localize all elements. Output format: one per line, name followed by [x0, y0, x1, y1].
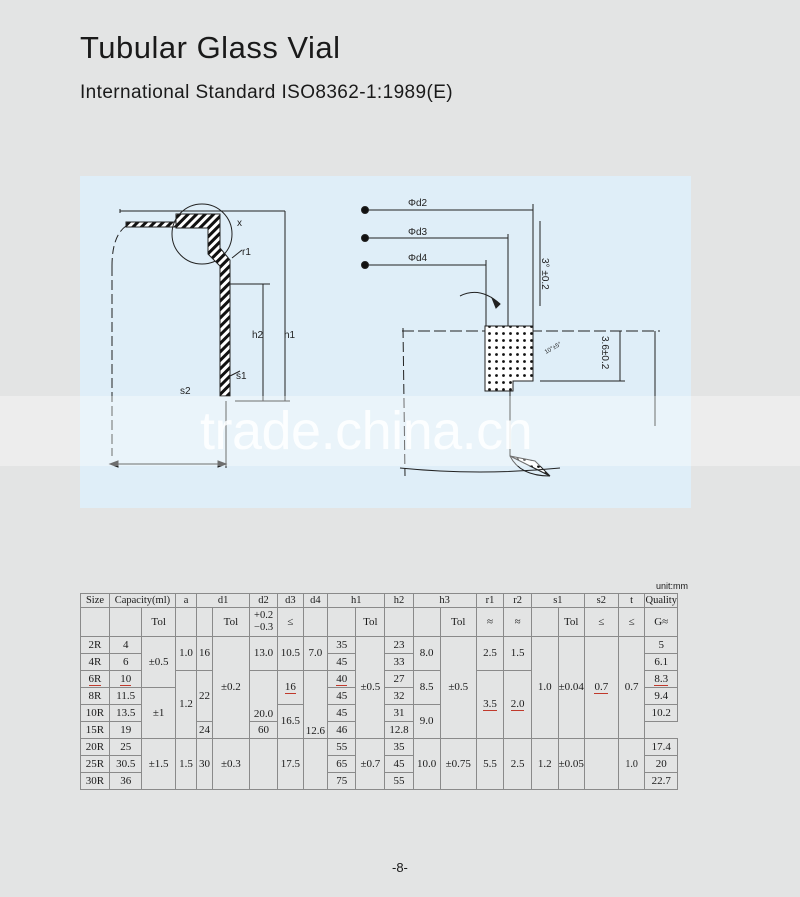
- t-cell: 1.0: [618, 739, 645, 790]
- header-cell: d2: [249, 594, 277, 608]
- unit-label: unit:mm: [656, 581, 689, 591]
- quality-cell: 12.8: [385, 722, 413, 739]
- h2-cell: 46: [328, 722, 356, 739]
- capacity-cell: 6: [109, 654, 141, 671]
- h3-cell: 8.0: [413, 637, 440, 671]
- h3-tol-cell: ±0.5: [440, 637, 476, 739]
- header-cell: t: [618, 594, 645, 608]
- quality-cell: 17.4: [645, 739, 678, 756]
- header-cell: s2: [584, 594, 618, 608]
- h2-cell: 27: [385, 671, 413, 688]
- capacity-cell: 36: [109, 773, 141, 790]
- label-r1: r1: [242, 247, 251, 258]
- r2-cell: 1.5: [504, 637, 532, 671]
- d4-cell: 7.0: [303, 637, 328, 671]
- header-cell: s1: [531, 594, 584, 608]
- label-s2: s2: [180, 386, 191, 397]
- label-chamfer: 10°±5°: [544, 341, 563, 356]
- size-cell: 20R: [81, 739, 110, 756]
- d1-tol-cell: ±0.2: [212, 637, 249, 739]
- capacity-cell: 19: [109, 722, 141, 739]
- s2-cell: 0.7: [584, 637, 618, 739]
- h1-cell: 45: [328, 654, 356, 671]
- d4-cell: 12.6: [303, 671, 328, 739]
- h2-cell: 55: [385, 773, 413, 790]
- header-cell: h1: [328, 594, 385, 608]
- watermark: trade.china.cn: [200, 401, 533, 461]
- d2-cell: 13.0: [249, 637, 277, 671]
- h1-cell: 45: [328, 688, 356, 705]
- h1-cell: 45: [328, 705, 356, 722]
- d1-cell: 30: [197, 739, 213, 790]
- subheader-cell: Tol: [440, 608, 476, 637]
- h1-cell: 65: [328, 756, 356, 773]
- quality-cell: 6.1: [645, 654, 678, 671]
- table-header-row: [81, 594, 707, 608]
- h2-cell: 31: [385, 705, 413, 722]
- header-cell: a: [175, 594, 196, 608]
- label-x: x: [237, 218, 242, 229]
- h3-cell: 10.0: [413, 739, 440, 790]
- subheader-cell: Tol: [142, 608, 175, 637]
- header-cell: Capacity(ml): [109, 594, 175, 608]
- subheader-cell: Tol: [212, 608, 249, 637]
- cap-tol-cell: ±1.5: [142, 739, 175, 790]
- d1-cell: 16: [197, 637, 213, 671]
- capacity-cell: 10: [109, 671, 141, 688]
- a-cell: 1.2: [175, 671, 196, 739]
- a-cell: 1.0: [175, 637, 196, 671]
- header-cell: Size: [81, 594, 110, 608]
- cap-tol-cell: ±0.5: [142, 637, 175, 688]
- r2-cell: 2.0: [504, 671, 532, 739]
- subheader-cell: ≤: [584, 608, 618, 637]
- subheader-cell: +0.2 −0.3: [249, 608, 277, 637]
- subheader-cell: Tol: [356, 608, 385, 637]
- spec-table: [80, 593, 707, 790]
- page-number: -8-: [392, 860, 408, 875]
- d1-tol-cell: ±0.3: [212, 739, 249, 790]
- capacity-cell: 4: [109, 637, 141, 654]
- h3-cell: 9.0: [413, 705, 440, 739]
- capacity-cell: 30.5: [109, 756, 141, 773]
- subheader-cell: ≈: [504, 608, 532, 637]
- quality-cell: 20: [645, 756, 678, 773]
- s1-tol-cell: ±0.04: [558, 637, 584, 739]
- label-s1: s1: [236, 371, 247, 382]
- d3-cell: 17.5: [278, 739, 303, 790]
- page-title: Tubular Glass Vial: [80, 30, 341, 65]
- subheader-cell: Tol: [558, 608, 584, 637]
- cap-tol-cell: ±1: [142, 688, 175, 739]
- size-cell: 2R: [81, 637, 110, 654]
- h1-cell: 60: [249, 722, 277, 739]
- header-cell: r2: [504, 594, 532, 608]
- h1-cell: 35: [328, 637, 356, 654]
- label-height: 3.6±0.2: [599, 336, 610, 370]
- a-cell: 1.5: [175, 739, 196, 790]
- h2-cell: 45: [385, 756, 413, 773]
- h3-cell: 8.5: [413, 671, 440, 705]
- h2-cell: 32: [385, 688, 413, 705]
- size-cell: 8R: [81, 688, 110, 705]
- d3-cell: 16: [278, 671, 303, 705]
- h2-cell: 35: [385, 739, 413, 756]
- s2-cell: [584, 739, 618, 790]
- size-cell: 4R: [81, 654, 110, 671]
- h1-cell: 55: [328, 739, 356, 756]
- h3-tol-cell: ±0.75: [440, 739, 476, 790]
- h2-cell: 33: [385, 654, 413, 671]
- capacity-cell: 11.5: [109, 688, 141, 705]
- r1-cell: 3.5: [476, 671, 504, 739]
- label-d3: Φd3: [408, 227, 428, 238]
- label-h2: h2: [252, 330, 264, 341]
- header-cell: r1: [476, 594, 504, 608]
- quality-cell: 22.7: [645, 773, 678, 790]
- header-cell: d3: [278, 594, 303, 608]
- r1-cell: 2.5: [476, 637, 504, 671]
- h1-tol-cell: ±0.5: [356, 637, 385, 739]
- label-h1: h1: [284, 330, 296, 341]
- quality-cell: 10.2: [645, 705, 678, 722]
- quality-cell: 5: [645, 637, 678, 654]
- h2-cell: 23: [385, 637, 413, 654]
- size-cell: 30R: [81, 773, 110, 790]
- capacity-cell: 25: [109, 739, 141, 756]
- table-row: [81, 637, 707, 654]
- quality-cell: 8.3: [645, 671, 678, 688]
- capacity-cell: 13.5: [109, 705, 141, 722]
- d4-cell: [303, 739, 328, 790]
- d2-cell: 20.0: [249, 671, 277, 722]
- d3-cell: 10.5: [278, 637, 303, 671]
- r2-cell: 2.5: [504, 739, 532, 790]
- size-cell: 6R: [81, 671, 110, 688]
- s1-tol-cell: ±0.05: [558, 739, 584, 790]
- header-cell: h3: [413, 594, 476, 608]
- t-cell: 0.7: [618, 637, 645, 739]
- header-cell: d1: [197, 594, 250, 608]
- d1-cell: 22: [197, 671, 213, 722]
- d1-cell: 24: [197, 722, 213, 739]
- label-angle: 3° ±0.2: [539, 258, 550, 290]
- label-d2: Φd2: [408, 198, 428, 209]
- d3-cell: 16.5: [278, 705, 303, 739]
- quality-cell: 9.4: [645, 688, 678, 705]
- subheader-cell: G≈: [645, 608, 678, 637]
- label-d4: Φd4: [408, 253, 428, 264]
- header-cell: Quality: [645, 595, 677, 606]
- h1-cell: 75: [328, 773, 356, 790]
- d2-cell: [249, 739, 277, 790]
- h1-cell: 40: [328, 671, 356, 688]
- s1-cell: 1.2: [531, 739, 558, 790]
- r1-cell: 5.5: [476, 739, 504, 790]
- header-cell: d4: [303, 594, 328, 608]
- page-subtitle: International Standard ISO8362-1:1989(E): [80, 82, 454, 103]
- h1-tol-cell: ±0.7: [356, 739, 385, 790]
- subheader-cell: ≈: [476, 608, 504, 637]
- size-cell: 15R: [81, 722, 110, 739]
- s1-cell: 1.0: [531, 637, 558, 739]
- subheader-cell: ≤: [278, 608, 303, 637]
- table-subheader-row: [81, 608, 707, 637]
- table-row: [81, 739, 707, 756]
- size-cell: 25R: [81, 756, 110, 773]
- size-cell: 10R: [81, 705, 110, 722]
- header-cell: h2: [385, 594, 413, 608]
- subheader-cell: ≤: [618, 608, 645, 637]
